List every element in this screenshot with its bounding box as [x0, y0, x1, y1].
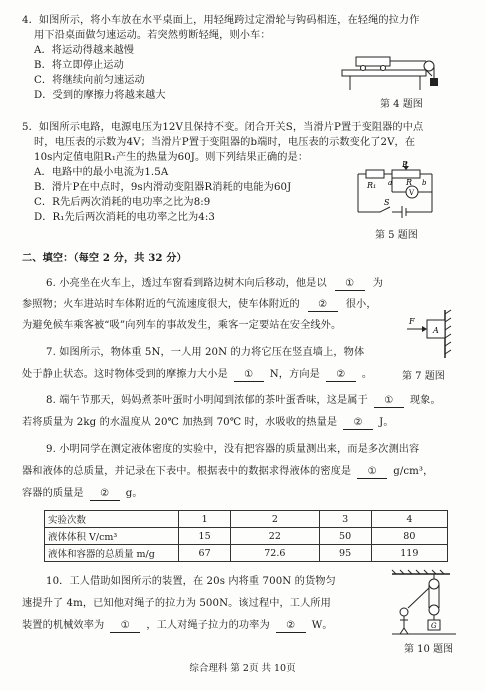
label-a: a [388, 179, 393, 187]
q6-blank-2: ② [308, 298, 338, 312]
table-row [45, 545, 448, 562]
q10-line2: 速提升了 4m，已知他对绳子的拉力为 500N。该过程中，工人所用 [22, 598, 331, 609]
q6-line1: 6. 小亮坐在火车上，透过车窗看到路边树木向后移动，他是以 ① 为 [46, 278, 384, 289]
table-cell: 2 [231, 511, 319, 528]
q7-line2: 处于静止状态。这时物体受到的摩擦力大小是 ① N，方向是 ② 。 [22, 369, 373, 380]
label-a-block: A [433, 326, 439, 335]
section-fill-in-title: 二、填空：（每空 2 分，共 32 分） [22, 252, 187, 264]
q8-blank-2: ② [343, 416, 373, 430]
q7-line1: 7. 如图所示，物体重 5N，一人用 20N 的力将它压在竖直墙上，物体 [46, 347, 365, 358]
q4-option-c: C．将继续向前匀速运动 [34, 75, 145, 86]
table-cell: 72.6 [231, 545, 319, 562]
table-cell: 液体和容器的总质量 m/g [45, 545, 179, 562]
table-cell: 119 [371, 545, 447, 562]
q5-option-d: D．R₁先后两次消耗的电功率之比为4:3 [34, 212, 215, 223]
q5-option-c: C．R先后两次消耗的电功率之比为8:9 [34, 197, 211, 208]
q9-blank-2: ② [90, 487, 120, 501]
q4-option-b: B．将立即停止运动 [34, 60, 124, 71]
table-header-row [45, 511, 448, 528]
q5-stem-line3: 10s内定值电阻R₁产生的热量为60J。则下列结果正确的是： [34, 152, 309, 163]
q8-blank-1: ① [374, 394, 404, 408]
q9-line3: 容器的质量是 ② g。 [22, 488, 143, 499]
q4-stem-line1: 4．如图所示，将小车放在水平桌面上，用轻绳跨过定滑轮与钩码相连，在轻绳的拉力作 [22, 15, 420, 26]
q4-option-a: A．将运动得越来越慢 [34, 45, 135, 56]
q10-pulley-system-figure [390, 568, 460, 636]
table-cell: 1 [179, 511, 231, 528]
table-row [45, 528, 448, 545]
q4-figure-caption: 第 4 题图 [380, 99, 423, 110]
q8-line2: 若将质量为 2kg 的水温度从 20℃ 加热到 70℃ 时，水吸收的热量是 ② J。 [22, 417, 394, 428]
q7-blank-2: ② [326, 368, 356, 382]
table-cell: 80 [371, 528, 447, 545]
label-s: S [384, 198, 390, 207]
q9-line2: 器和液体的总质量，并记录在下表中。根据表中的数据求得液体的密度是 ① g/cm³， [22, 466, 434, 477]
label-r1: R₁ [367, 181, 377, 190]
label-g: G [431, 622, 437, 630]
q5-stem-line2: 时，电压表的示数为4V；当滑片P置于变阻器的b端时，电压表的示数变化了2V，在 [34, 137, 416, 148]
label-r: R [406, 178, 413, 187]
table-cell: 67 [179, 545, 231, 562]
q7-blank-1: ① [234, 368, 264, 382]
q10-line3: 装置的机械效率为 ① ，工人对绳子拉力的功率为 ② W。 [22, 620, 333, 631]
table-cell: 4 [371, 511, 447, 528]
q8-line1: 8. 端午节那天，妈妈煮茶叶蛋时小明闻到浓郁的茶叶蛋香味，这是属于 ① 现象。 [46, 395, 441, 406]
label-p: P [402, 160, 408, 169]
table-cell: 50 [319, 528, 371, 545]
q6-line3: 为避免候车乘客被“吸”向列车的事故发生，乘客一定要站在安全线外。 [22, 320, 342, 331]
q10-figure-caption: 第 10 题图 [404, 644, 454, 655]
q6-line2: 参照物；火车进站时车体附近的气流速度很大，使车体附近的 ② 很小， [22, 299, 377, 310]
q9-data-table [44, 510, 448, 562]
q6-blank-1: ① [335, 277, 365, 291]
q5-circuit-figure [350, 160, 440, 222]
label-v: V [409, 189, 415, 197]
q9-line1: 9. 小明同学在测定液体密度的实验中，没有把容器的质量测出来，而是多次测出容 [46, 444, 420, 455]
table-cell: 3 [319, 511, 371, 528]
q4-stem-line2: 用下沿桌面做匀速运动。若突然剪断轻绳，则小车： [34, 30, 271, 41]
table-cell: 95 [319, 545, 371, 562]
q4-cart-pulley-figure [340, 38, 445, 90]
q5-option-b: B．滑片P在中点时，9s内滑动变阻器R消耗的电能为60J [34, 182, 292, 193]
table-cell: 15 [179, 528, 231, 545]
page-footer: 综合理科 第 2页 共 10页 [189, 663, 296, 674]
q4-option-d: D．受到的摩擦力将越来越大 [34, 90, 166, 101]
q5-option-a: A．电路中的最小电流为1.5A [34, 167, 169, 178]
table-cell: 实验次数 [45, 511, 179, 528]
label-b: b [422, 179, 427, 187]
q10-blank-1: ① [110, 619, 140, 633]
q9-blank-1: ① [357, 465, 387, 479]
table-cell: 液体体积 V/cm³ [45, 528, 179, 545]
label-f: F [409, 317, 415, 326]
q7-figure-caption: 第 7 题图 [402, 371, 445, 382]
table-cell: 22 [231, 528, 319, 545]
q7-wall-block-figure [405, 308, 453, 360]
q5-stem-line1: 5．如图所示电路，电源电压为12V且保持不变。闭合开关S，当滑片P置于变阻器的中点 [22, 122, 424, 133]
q10-line1: 10．工人借助如图所示的装置，在 20s 内将重 700N 的货物匀 [46, 576, 336, 587]
q5-figure-caption: 第 5 题图 [375, 230, 418, 241]
q10-blank-2: ② [276, 619, 306, 633]
